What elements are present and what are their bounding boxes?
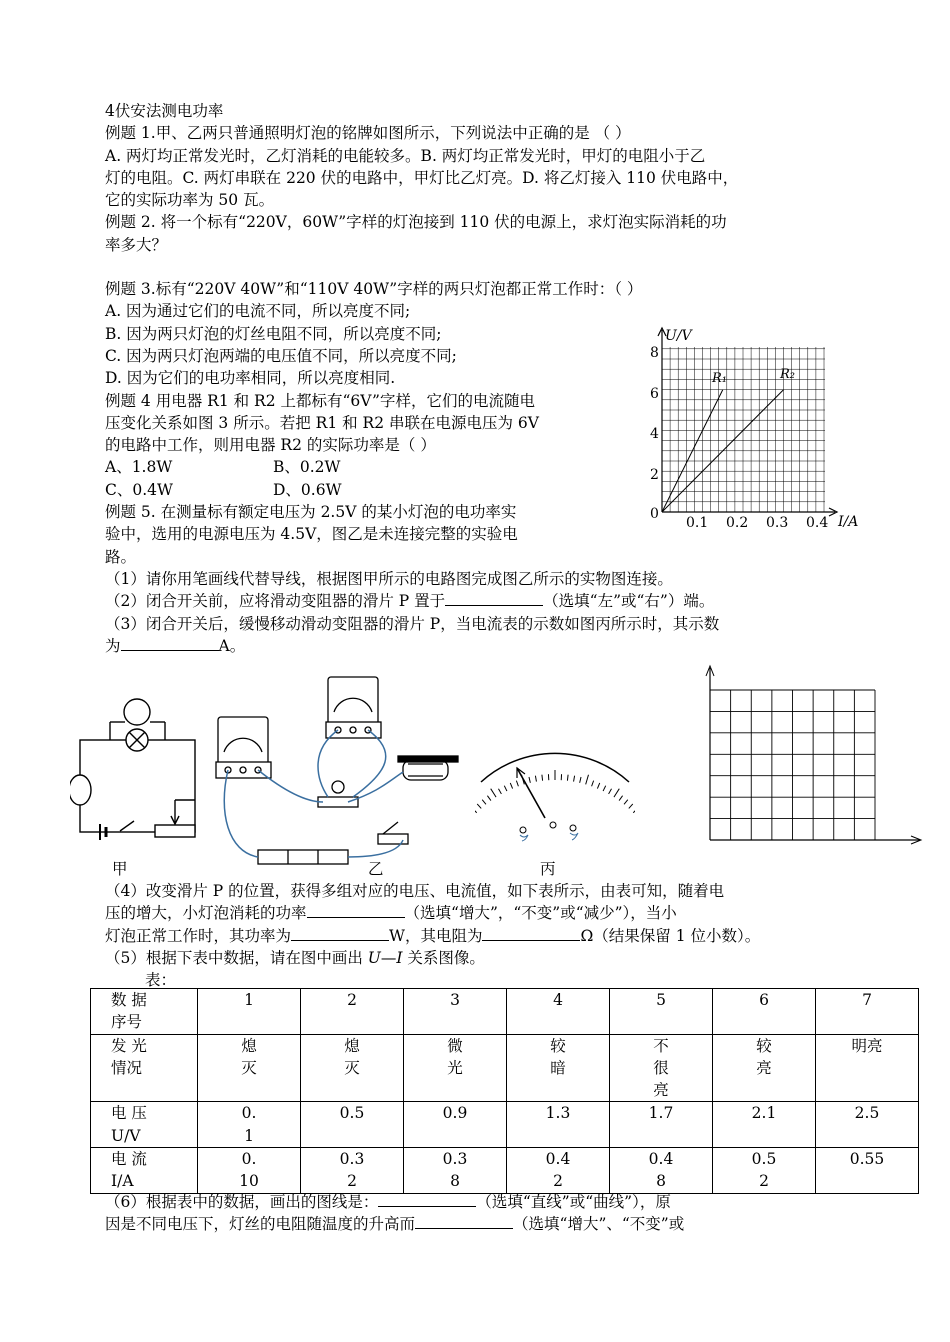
terminal-icon <box>520 827 526 833</box>
dial-tick <box>529 777 530 783</box>
row-header: 电 压 U/V <box>91 1102 198 1148</box>
example3-option-b: B. 因为两只灯泡的灯丝电阻不同，所以亮度不同; <box>105 324 442 343</box>
example5-line3: 路。 <box>105 547 137 566</box>
example4-option-a: A、1.8W <box>105 458 173 477</box>
example5-q4-line3: 灯泡正常工作时，其功率为 W，其电阻为 Ω（结果保留 1 位小数）。 <box>105 926 761 945</box>
table-cell: 0. 1 <box>198 1102 301 1148</box>
table-cell: 1.3 <box>507 1102 610 1148</box>
u-i-graph-r1-r2 <box>620 322 875 532</box>
table-label: 表： <box>145 971 177 990</box>
dial-tick <box>567 775 568 781</box>
example3-option-d: D. 因为它们的电功率相同，所以亮度相同. <box>105 369 396 388</box>
y-tick-label: 4 <box>650 426 659 442</box>
terminal-icon <box>550 822 556 828</box>
table-cell: 4 <box>507 989 610 1035</box>
example4-option-d: D、0.6W <box>273 480 342 499</box>
example5-q5: （5）根据下表中数据，请在图中画出 U—I 关系图像。 <box>105 948 485 967</box>
rheostat-device-icon <box>398 756 458 780</box>
table-cell: 较 暗 <box>507 1034 610 1102</box>
table-cell: 0.5 <box>301 1102 404 1148</box>
table-cell: 0.3 8 <box>404 1148 507 1194</box>
data-table <box>90 988 919 1194</box>
answer-blank-rated-power[interactable] <box>291 925 389 941</box>
table-cell: 较 亮 <box>713 1034 816 1102</box>
table-cell: 1 <box>198 989 301 1035</box>
example4-line2: 压变化关系如图 3 所示。若把 R1 和 R2 串联在电源电压为 6V <box>105 413 539 432</box>
x-tick-label: 0.1 <box>686 515 709 531</box>
dial-tick <box>487 796 490 801</box>
answer-blank-resistance-trend[interactable] <box>415 1213 513 1229</box>
example1-line3: 它的实际功率为 50 瓦。 <box>105 191 275 210</box>
example4-option-c: C、0.4W <box>105 480 173 499</box>
table-cell: 1.7 <box>610 1102 713 1148</box>
dial-tick <box>475 808 477 812</box>
dial-tick <box>586 775 589 785</box>
x-tick-label: 0.4 <box>806 515 829 531</box>
section-title: 4伏安法测电功率 <box>105 102 224 120</box>
dial-tick <box>619 796 622 801</box>
example5-q4-q5 <box>105 880 885 991</box>
terminal-icon <box>570 825 576 831</box>
table-cell: 0.4 2 <box>507 1148 610 1194</box>
blank-answer-grid[interactable] <box>700 660 925 850</box>
example2-line2: 率多大？ <box>105 235 168 254</box>
table-cell: 0.9 <box>404 1102 507 1148</box>
table-cell: 6 <box>713 989 816 1035</box>
example3-stem: 例题 3.标有“220V 40W”和“110V 40W”字样的两只灯泡都正常工作时：（ ） <box>105 280 643 299</box>
example5-line1: 例题 5. 在测量标有额定电压为 2.5V 的某小灯泡的电功率实 <box>105 503 517 522</box>
table-cell: 7 <box>816 989 919 1035</box>
y-tick-label: 6 <box>650 386 659 402</box>
dial-tick <box>633 808 635 812</box>
example5-q3-line2: 为 A。 <box>105 636 246 655</box>
ammeter-dial-bing <box>475 740 635 850</box>
example5-q4-line1: （4）改变滑片 P 的位置，获得多组对应的电压、电流值，如下表所示，由表可知，随着电 <box>105 882 725 900</box>
ammeter-device-icon <box>216 717 271 778</box>
dial-tick <box>603 786 606 791</box>
y-axis-label: U/V <box>665 328 692 344</box>
table-row <box>91 1034 919 1102</box>
table-cell: 5 <box>610 989 713 1035</box>
example5-q4-line2: 压的增大，小灯泡消耗的功率 （选填“增大”，“不变”或“减少”），当小 <box>105 904 677 923</box>
table-row <box>91 1102 919 1148</box>
example3-option-c: C. 因为两只灯泡两端的电压值不同，所以亮度不同; <box>105 346 457 365</box>
example4-option-b: B、0.2W <box>273 458 341 477</box>
example4-line1: 例题 4 用电器 R1 和 R2 上都标有“6V”字样，它们的电流随电 <box>105 391 535 410</box>
x-tick-label: 0.2 <box>726 515 749 531</box>
row-header: 发 光 情况 <box>91 1034 198 1102</box>
table-cell: 熄 灭 <box>198 1034 301 1102</box>
row-header: 电 流 I/A <box>91 1148 198 1194</box>
rheostat-symbol-icon <box>155 825 195 837</box>
figure-label-yi: 乙 <box>368 860 384 878</box>
table-cell: 明亮 <box>816 1034 919 1102</box>
example5-q2: （2）闭合开关前，应将滑动变阻器的滑片 P 置于 （选填“左”或“右”）端。 <box>105 592 715 611</box>
answer-blank-slider-end[interactable] <box>445 590 543 606</box>
y-tick-label: 0 <box>650 506 659 522</box>
table-cell: 2 <box>301 989 404 1035</box>
table-cell: 0.3 2 <box>301 1148 404 1194</box>
table-cell: 2.1 <box>713 1102 816 1148</box>
physical-circuit-yi <box>208 672 473 872</box>
dial-tick <box>504 786 507 791</box>
example4-line3: 的电路中工作，则用电器 R2 的实际功率是（ ） <box>105 436 436 455</box>
dial-tick <box>542 775 543 781</box>
dial-tick <box>491 789 496 797</box>
x-axis-label: I/A <box>838 514 859 530</box>
dial-tick <box>580 777 581 783</box>
y-tick-label: 2 <box>650 467 659 483</box>
series-label-r1: R₁ <box>712 371 727 386</box>
figure-label-jia: 甲 <box>112 860 128 878</box>
example5-q6-line2: 因是不同电压下，灯丝的电阻随温度的升高而 （选填“增大”、“不变”或 <box>105 1215 685 1234</box>
x-tick-label: 0.3 <box>766 515 789 531</box>
circuit-diagram-jia <box>70 690 210 850</box>
answer-blank-current[interactable] <box>121 635 219 651</box>
row-header: 数 据 序号 <box>91 989 198 1035</box>
example5-q6 <box>105 1191 865 1236</box>
voltmeter-symbol-icon <box>124 699 150 725</box>
figure-label-bing: 丙 <box>540 860 556 878</box>
dial-tick <box>574 776 575 782</box>
dial-tick <box>614 789 619 797</box>
example5-q1: （1）请你用笔画线代替导线，根据图甲所示的电路图完成图乙所示的实物图连接。 <box>105 569 673 588</box>
table-cell: 不 很 亮 <box>610 1034 713 1102</box>
table-row <box>91 989 919 1035</box>
dial-needle <box>517 768 545 818</box>
table-cell: 微 光 <box>404 1034 507 1102</box>
answer-blank-power-trend[interactable] <box>307 902 405 918</box>
example5-line2: 验中，选用的电源电压为 4.5V，图乙是未连接完整的实验电 <box>105 525 518 544</box>
dial-tick <box>629 804 633 808</box>
example3-option-a: A. 因为通过它们的电流不同，所以亮度不同; <box>105 302 411 321</box>
dial-tick <box>624 800 628 805</box>
example5-q3-line1: （3）闭合开关后，缓慢移动滑动变阻器的滑片 P，当电流表的示数如图丙所示时，其示数 <box>105 614 720 633</box>
dial-tick <box>482 800 486 805</box>
dial-tick <box>597 783 599 789</box>
ammeter-symbol-icon <box>70 775 91 805</box>
table-cell: 熄 灭 <box>301 1034 404 1102</box>
dial-tick <box>609 789 612 794</box>
dial-tick <box>516 781 518 787</box>
dial-tick <box>535 776 536 782</box>
dial-tick <box>592 781 594 787</box>
example1-stem: 例题 1.甲、乙两只普通照明灯泡的铭牌如图所示，下列说法中正确的是 （ ） <box>105 124 631 143</box>
voltmeter-device-icon <box>326 677 381 738</box>
example1-line2: 灯的电阻。C. 两灯串联在 220 伏的电路中，甲灯比乙灯亮。D. 将乙灯接入 110 伏电路中， <box>105 168 739 187</box>
answer-blank-resistance[interactable] <box>482 925 580 941</box>
table-cell: 0. 10 <box>198 1148 301 1194</box>
lamp-device-icon <box>318 781 358 807</box>
example5-q6-line1: （6）根据表中的数据，画出的图线是： （选填“直线”或“曲线”），原 <box>105 1193 671 1211</box>
example2-line1: 例题 2. 将一个标有“220V，60W”字样的灯泡接到 110 伏的电源上，求灯泡实际消耗的功 <box>105 213 727 232</box>
table-row <box>91 1148 919 1194</box>
table-cell: 2.5 <box>816 1102 919 1148</box>
answer-blank-line-type[interactable] <box>378 1191 476 1207</box>
dial-tick <box>510 783 512 789</box>
series-label-r2: R₂ <box>780 367 795 382</box>
table-cell: 0.4 8 <box>610 1148 713 1194</box>
table-cell: 0.5 2 <box>713 1148 816 1194</box>
dial-tick <box>477 804 481 808</box>
example1-line1: A. 两灯均正常发光时，乙灯消耗的电能较多。B. 两灯均正常发光时，甲灯的电阻小于乙 <box>105 146 706 165</box>
y-tick-label: 8 <box>650 345 659 361</box>
switch-symbol-icon <box>120 821 134 831</box>
table-cell: 0.55 <box>816 1148 919 1194</box>
battery-device-icon <box>258 850 348 864</box>
table-cell: 3 <box>404 989 507 1035</box>
dial-tick <box>498 789 501 794</box>
